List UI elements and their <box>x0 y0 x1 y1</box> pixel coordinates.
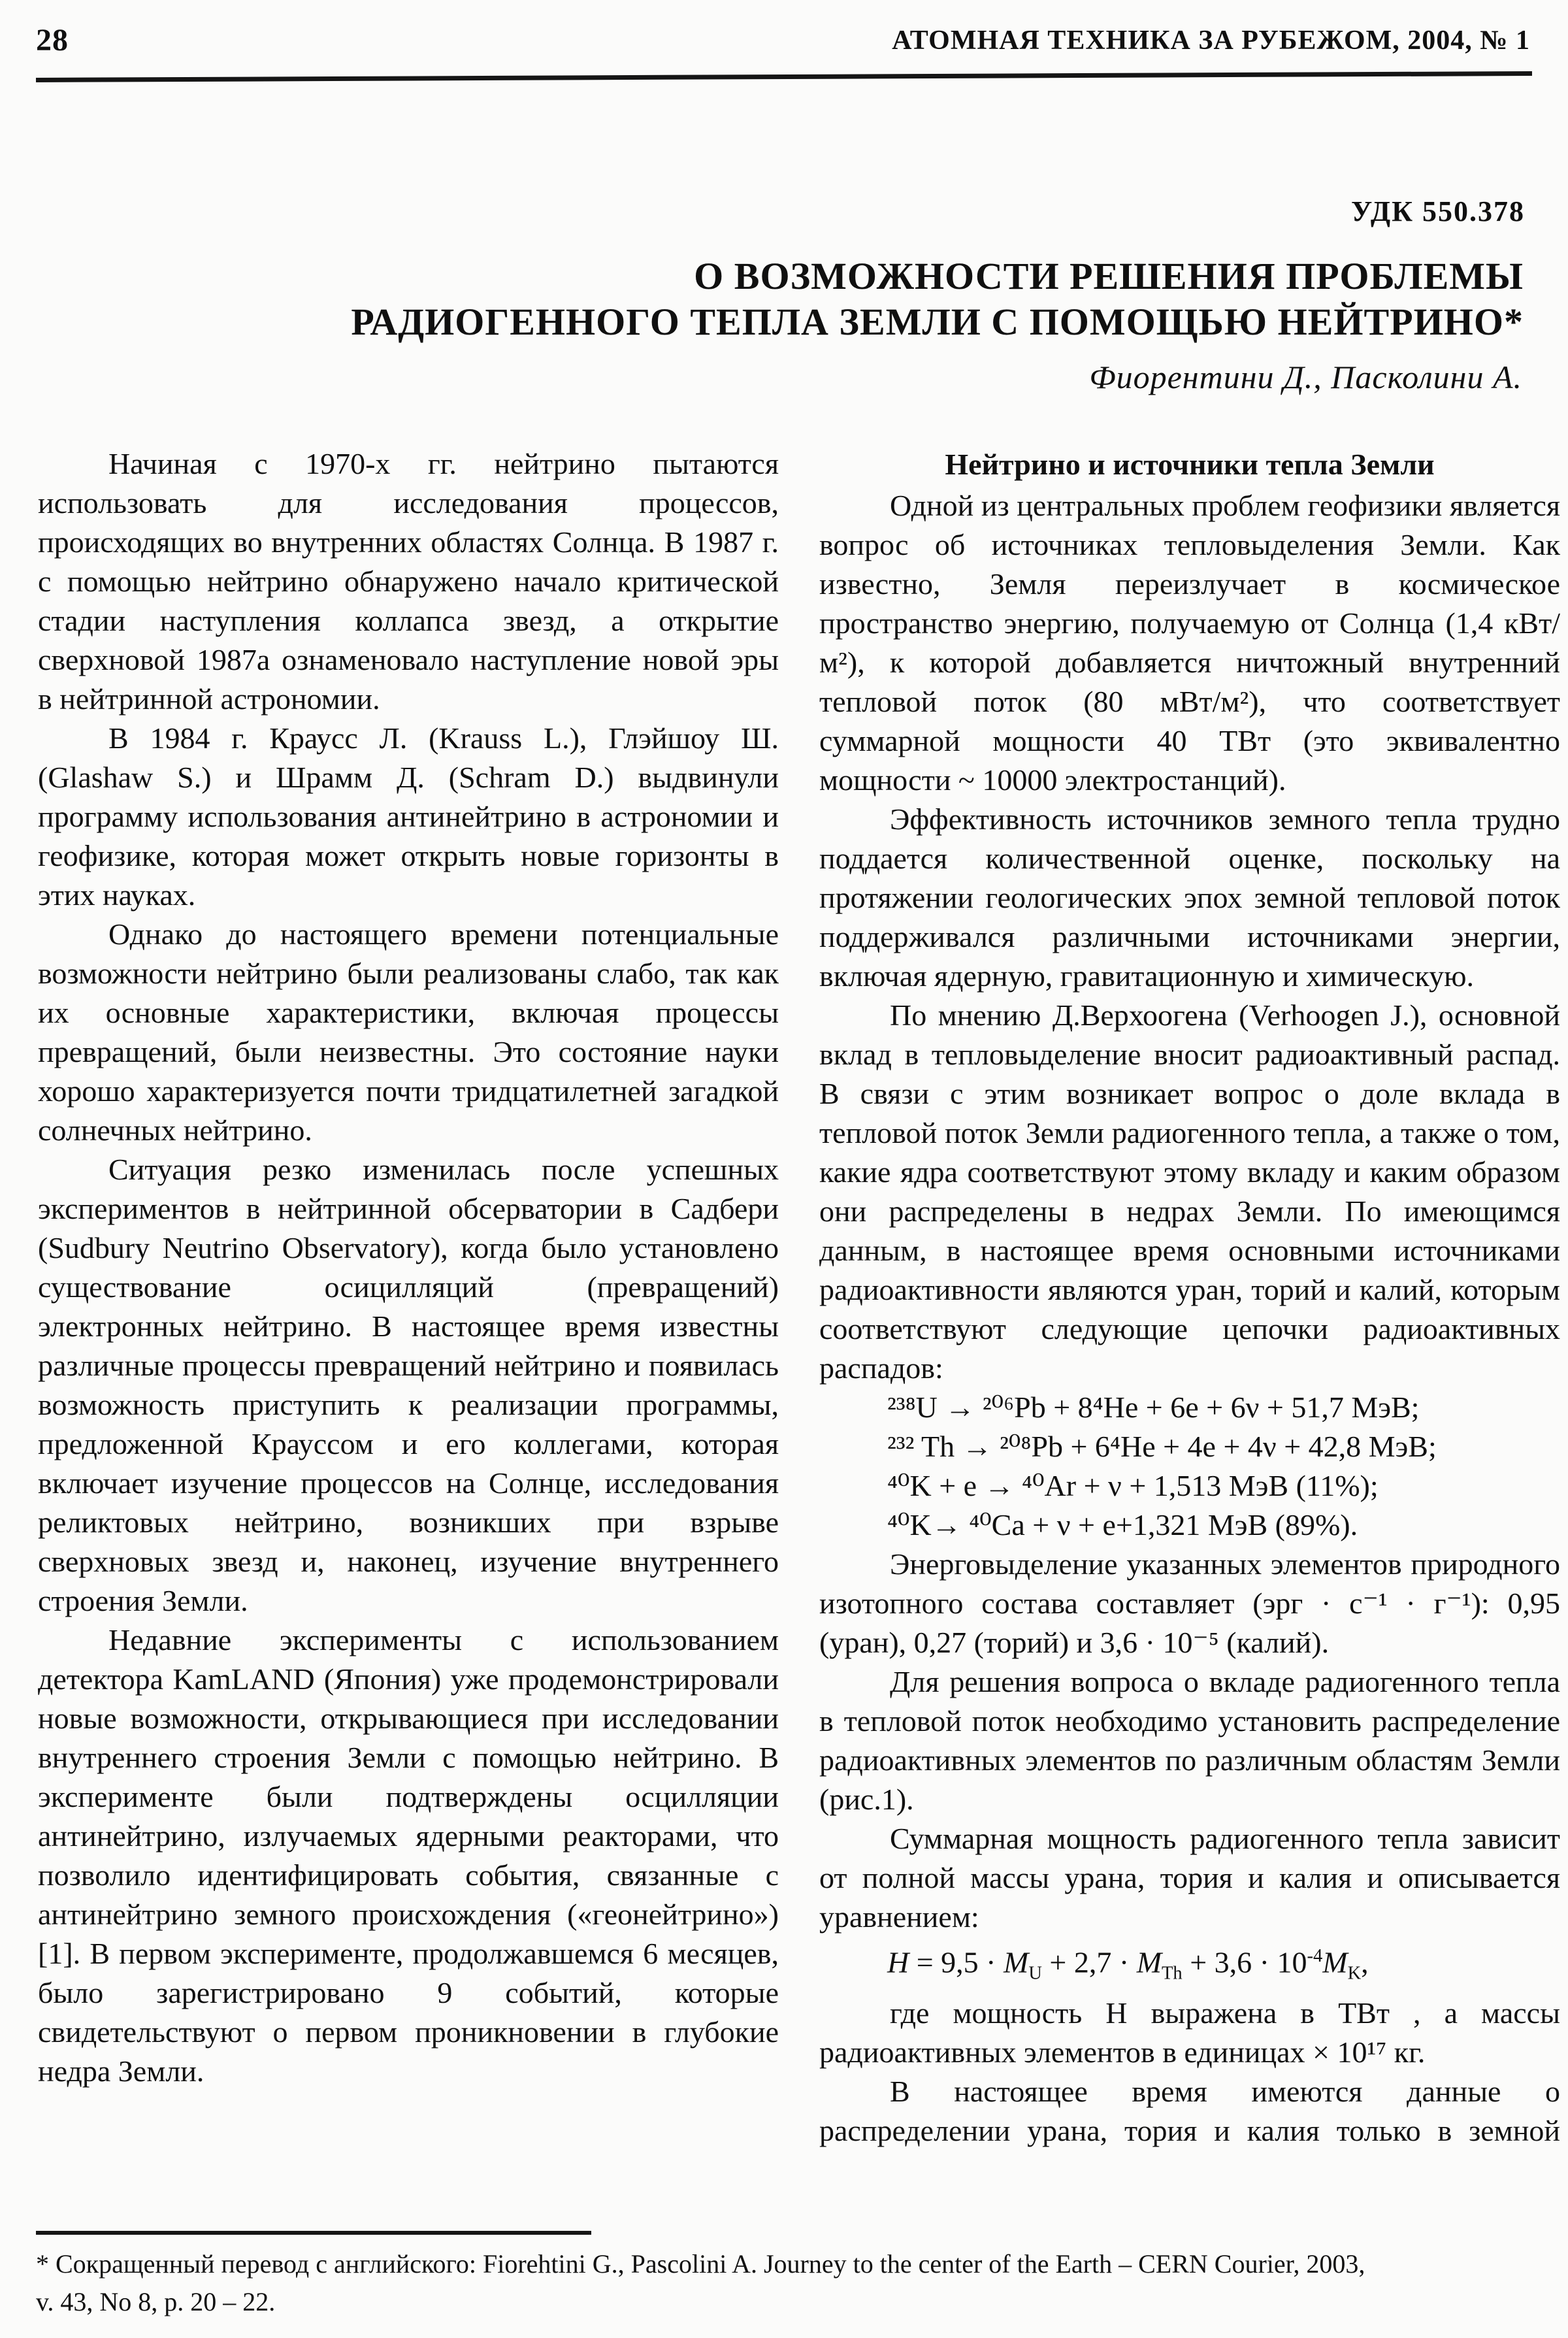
footnote-rule <box>36 2231 591 2235</box>
paragraph: где мощность H выражена в ТВт , а массы радиоактивных элементов в единицах × 10¹⁷ кг. <box>819 1996 1560 2069</box>
paragraph: Однако до настоящего времени потенциальные возможности нейтрино были реализованы слабо, так как их основные характеристики, включая процессы превращений, были неизвестны. Это состояние науки хорошо характеризуется почти тридцатилетней загадкой солнечных нейтрино. <box>38 917 779 1147</box>
article-authors: Фиорентини Д., Пасколини А. <box>1089 359 1522 395</box>
article-body <box>38 444 1560 2150</box>
left-column <box>38 444 779 2150</box>
journal-header: АТОМНАЯ ТЕХНИКА ЗА РУБЕЖОМ, 2004, № 1 <box>892 25 1530 56</box>
paragraph: Ситуация резко изменилась после успешных экспериментов в нейтринной обсерватории в Садбери (Sudbury Neutrino Observatory), когда было установлено существование осицилляций (превращений) электронных нейтрино. В настоящее время известны различные процессы превращений нейтрино и появилась возможность приступить к реализации программы, предложенной Крауссом и его коллегами, которая включает изучение процессов на Солнце, исследования реликтовых нейтрино, возникших при взрыве сверхновых звезд и, наконец, изучение внутреннего строения Земли. <box>38 1153 779 1617</box>
paragraph: Одной из центральных проблем геофизики является вопрос об источниках тепловыделения Земли. Как известно, Земля переизлучает в космическое пространство энергию, получаемую от Солнца (1,4 кВт/м²), к которой добавляется ничтожный внутренний тепловой поток (80 мВт/м²), что соответствует суммарной мощности 40 ТВт (это эквивалентно мощности ~ 10000 электростанций). <box>819 489 1560 797</box>
section-heading: Нейтрино и источники тепла Земли <box>945 448 1435 481</box>
decay-equation-th232: ²³² Th → ²⁰⁸Pb + 6⁴He + 4e + 4ν + 42,8 МэВ; <box>887 1430 1437 1463</box>
paragraph: В 1984 г. Краусс Л. (Krauss L.), Глэйшоу Ш. (Glashaw S.) и Шрамм Д. (Schram D.) выдвинули программу использования антинейтрино в астрономии и геофизике, которая может открыть новые горизонты в этих науках. <box>38 721 779 912</box>
decay-equation-u238: ²³⁸U → ²⁰⁶Pb + 8⁴He + 6e + 6ν + 51,7 МэВ; <box>887 1391 1420 1424</box>
footnote <box>36 2245 1532 2321</box>
decay-equation-k40-ca: ⁴⁰K→ ⁴⁰Ca + ν + e+1,321 МэВ (89%). <box>887 1508 1358 1541</box>
paragraph: Начиная с 1970-х гг. нейтрино пытаются использовать для исследования процессов, происходящих во внутренних областях Солнца. В 1987 г. с помощью нейтрино обнаружено начало критической стадии наступления коллапса звезд, а открытие сверхновой 1987а ознаменовало наступление новой эры в нейтринной астрономии. <box>38 447 779 716</box>
paragraph: В настоящее время имеются данные о распределении урана, тория и калия только в земной <box>819 2074 1560 2147</box>
article-title-line2: РАДИОГЕННОГО ТЕПЛА ЗЕМЛИ С ПОМОЩЬЮ НЕЙТРИНО* <box>351 301 1524 343</box>
decay-equation-k40-ar: ⁴⁰K + e → ⁴⁰Ar + ν + 1,513 МэВ (11%); <box>887 1469 1379 1502</box>
footnote-line1: * Сокращенный перевод с английского: Fiorehtini G., Pascolini A. Journey to the center of the Earth – CERN Courier, 2003, <box>36 2249 1365 2279</box>
right-column <box>819 444 1560 2150</box>
paragraph: Суммарная мощность радиогенного тепла зависит от полной массы урана, тория и калия и описывается уравнением: <box>819 1822 1560 1934</box>
heat-power-equation: $H = 9,5 \cdot M_U + 2,7 \cdot M_{Th} + 3,6 \cdot 10^{-4}M_K$, <box>887 1945 1369 1984</box>
footnote-line2: v. 43, No 8, p. 20 – 22. <box>36 2287 276 2316</box>
article-title-line1: О ВОЗМОЖНОСТИ РЕШЕНИЯ ПРОБЛЕМЫ <box>694 255 1524 297</box>
header-rule <box>36 71 1532 82</box>
udc-code: УДК 550.378 <box>1350 195 1525 227</box>
paragraph: Недавние эксперименты с использованием детектора KamLAND (Япония) уже продемонстрировали новые возможности, открывающиеся при исследовании внутреннего строения Земли с помощью нейтрино. В эксперименте были подтверждены осцилляции антинейтрино, излучаемых ядерными реакторами, что позволило идентифицировать события, связанные с антинейтрино земного происхождения («геонейтрино») [1]. В первом эксперименте, продолжавшемся 6 месяцев, было зарегистрировано 9 событий, которые свидетельствуют о первом проникновении в глубокие недра Земли. <box>38 1623 779 2088</box>
page-number: 28 <box>36 23 69 58</box>
paragraph: Энерговыделение указанных элементов природного изотопного состава составляет (эрг · с⁻¹ · г⁻¹): 0,95 (уран), 0,27 (торий) и 3,6 · 10⁻⁵ (калий). <box>819 1547 1560 1659</box>
paragraph: По мнению Д.Верхоогена (Verhoogen J.), основной вклад в тепловыделение вносит радиоактивный распад. В связи с этим возникает вопрос о доле вклада в тепловой поток Земли радиогенного тепла, а также о том, какие ядра соответствуют этому вкладу и каким образом они распределены в недрах Земли. По имеющимся данным, в настоящее время основными источниками радиоактивности являются уран, торий и калий, которым соответствуют следующие цепочки радиоактивных распадов: <box>819 998 1560 1385</box>
article-title <box>282 254 1524 345</box>
paragraph: Эффективность источников земного тепла трудно поддается количественной оценке, поскольку на протяжении геологических эпох земной тепловой поток поддерживался различными источниками энергии, включая ядерную, гравитационную и химическую. <box>819 802 1560 993</box>
paragraph: Для решения вопроса о вкладе радиогенного тепла в тепловой поток необходимо установить распределение радиоактивных элементов по различным областям Земли (рис.1). <box>819 1665 1560 1816</box>
